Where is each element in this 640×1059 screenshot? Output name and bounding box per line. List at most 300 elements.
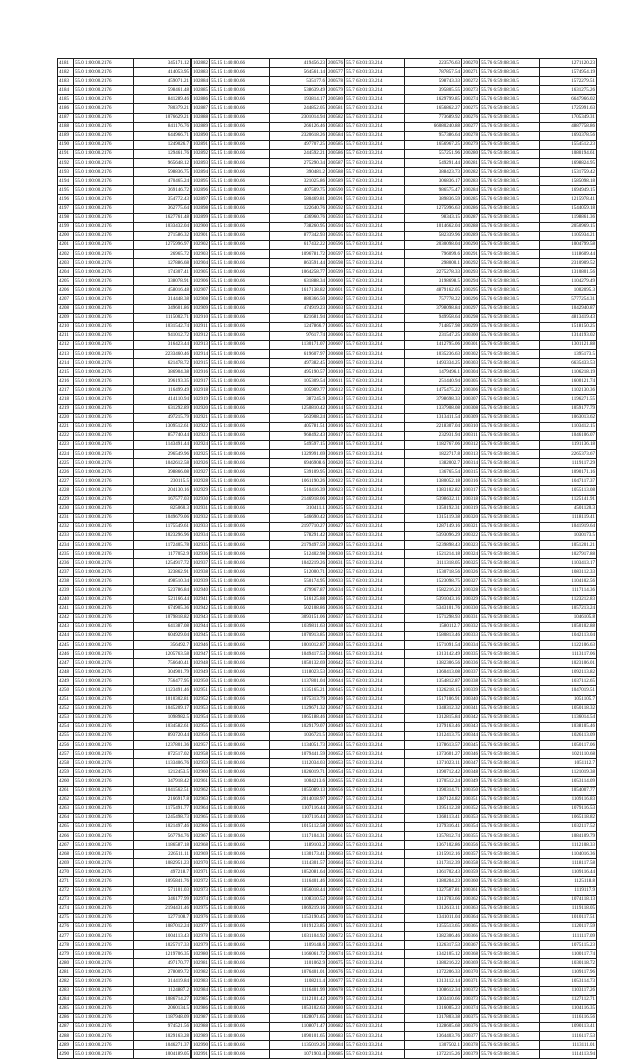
value-cell: 1822717.8	[405, 450, 462, 459]
value-cell: 1123491.46	[134, 686, 191, 695]
table-row	[462, 759, 597, 768]
timestamp-cell: 55.7 63:01:33.214	[345, 759, 405, 768]
value-cell: 1554512.23	[540, 140, 597, 149]
value-cell: 1544059.18	[540, 204, 597, 213]
row-id-cell: 200297	[462, 304, 480, 313]
table-row	[192, 850, 327, 859]
table-row	[192, 750, 327, 759]
row-id-cell: 200336	[462, 659, 480, 668]
row-id-cell: 200325	[462, 559, 480, 568]
row-id-cell: 102983	[192, 977, 210, 986]
table-row	[58, 404, 191, 413]
timestamp-cell: 55.7 63:01:33.214	[345, 986, 405, 995]
value-cell: 563908.24	[270, 413, 327, 422]
timestamp-cell: 55.15 1:40:00.66	[210, 804, 270, 813]
row-id-cell: 102914	[192, 350, 210, 359]
timestamp-cell: 55.76 6:59:08:30.5	[480, 913, 540, 922]
row-id-cell: 4235	[58, 550, 74, 559]
row-id-cell: 200587	[327, 159, 345, 168]
table-row	[192, 950, 327, 959]
value-cell: 674905.36	[134, 604, 191, 613]
table-row	[462, 741, 597, 750]
table-row	[58, 377, 191, 386]
table-row	[462, 886, 597, 895]
timestamp-cell: 55.76 6:59:08:30.5	[480, 468, 540, 477]
table-row	[327, 122, 462, 131]
table-row	[192, 122, 327, 131]
table-row	[58, 140, 191, 149]
timestamp-cell: 55.0 1:00:00.2176	[74, 1041, 134, 1050]
table-row	[192, 577, 327, 586]
row-id-cell: 102963	[192, 795, 210, 804]
table-row	[192, 531, 327, 540]
table-row	[58, 249, 191, 258]
timestamp-cell: 55.15 1:40:00.66	[210, 186, 270, 195]
value-cell: 1121019.38	[540, 768, 597, 777]
value-cell: 1047117.37	[540, 477, 597, 486]
table-row	[192, 249, 327, 258]
timestamp-cell: 55.0 1:00:00.2176	[74, 913, 134, 922]
value-cell: 1341011.04	[405, 913, 462, 922]
timestamp-cell: 55.15 1:40:00.66	[210, 422, 270, 431]
value-cell: 1382002.7	[405, 459, 462, 468]
table-row	[327, 550, 462, 559]
row-id-cell: 102934	[192, 531, 210, 540]
timestamp-cell: 55.15 1:40:00.66	[210, 722, 270, 731]
timestamp-cell: 55.0 1:00:00.2176	[74, 932, 134, 941]
table-row	[462, 904, 597, 913]
table-row	[462, 650, 597, 659]
row-id-cell: 200586	[327, 149, 345, 158]
timestamp-cell: 55.76 6:59:08:30.5	[480, 650, 540, 659]
row-id-cell: 200676	[327, 968, 345, 977]
table-row	[192, 831, 327, 840]
table-row	[192, 186, 327, 195]
row-id-cell: 200327	[462, 577, 480, 586]
timestamp-cell: 55.76 6:59:08:30.5	[480, 722, 540, 731]
timestamp-cell: 55.0 1:00:00.2176	[74, 786, 134, 795]
timestamp-cell: 55.0 1:00:00.2176	[74, 95, 134, 104]
table-row	[327, 995, 462, 1004]
row-id-cell: 102971	[192, 868, 210, 877]
value-cell: 1103117.26	[540, 986, 597, 995]
value-cell: 1129671.32	[270, 704, 327, 713]
table-row	[462, 977, 597, 986]
timestamp-cell: 55.7 63:01:33.214	[345, 468, 405, 477]
table-row	[192, 731, 327, 740]
row-id-cell: 102895	[192, 177, 210, 186]
table-row	[58, 822, 191, 831]
row-id-cell: 200346	[462, 750, 480, 759]
row-id-cell: 4243	[58, 622, 74, 631]
table-row	[192, 486, 327, 495]
row-id-cell: 102919	[192, 395, 210, 404]
row-id-cell: 102912	[192, 331, 210, 340]
row-id-cell: 4197	[58, 204, 74, 213]
timestamp-cell: 55.15 1:40:00.66	[210, 286, 270, 295]
table-row	[327, 504, 462, 513]
table-row	[192, 622, 327, 631]
row-id-cell: 200600	[327, 277, 345, 286]
timestamp-cell: 55.76 6:59:08:30.5	[480, 831, 540, 840]
table-row	[58, 159, 191, 168]
table-row	[462, 604, 597, 613]
table-row	[192, 95, 327, 104]
table-row	[192, 204, 327, 213]
value-cell: 1004189.05	[134, 1050, 191, 1059]
table-row	[462, 577, 597, 586]
table-row	[327, 168, 462, 177]
row-id-cell: 4283	[58, 986, 74, 995]
timestamp-cell: 55.7 63:01:33.214	[345, 822, 405, 831]
timestamp-cell: 55.15 1:40:00.66	[210, 659, 270, 668]
timestamp-cell: 55.15 1:40:00.66	[210, 568, 270, 577]
timestamp-cell: 55.0 1:00:00.2176	[74, 850, 134, 859]
value-cell: 2060134.5	[134, 1004, 191, 1013]
timestamp-cell: 55.76 6:59:08:30.5	[480, 713, 540, 722]
table-row	[327, 850, 462, 859]
timestamp-cell: 55.15 1:40:00.66	[210, 277, 270, 286]
timestamp-cell: 55.76 6:59:08:30.5	[480, 122, 540, 131]
value-cell: 2050969.15	[540, 222, 597, 231]
row-id-cell: 4182	[58, 68, 74, 77]
timestamp-cell: 55.15 1:40:00.66	[210, 886, 270, 895]
table-row	[327, 340, 462, 349]
value-cell: 1019123.85	[270, 922, 327, 931]
timestamp-cell: 55.76 6:59:08:30.5	[480, 622, 540, 631]
timestamp-cell: 55.0 1:00:00.2176	[74, 422, 134, 431]
table-row	[58, 486, 191, 495]
table-row	[192, 550, 327, 559]
table-row	[327, 659, 462, 668]
table-row	[462, 768, 597, 777]
value-cell: 226511.11	[134, 850, 191, 859]
row-id-cell: 4207	[58, 295, 74, 304]
row-id-cell: 200625	[327, 504, 345, 513]
table-row	[192, 613, 327, 622]
value-cell: 1130171.07	[270, 340, 327, 349]
row-id-cell: 200589	[327, 177, 345, 186]
value-cell: 1119117.29	[540, 459, 597, 468]
timestamp-cell: 55.0 1:00:00.2176	[74, 650, 134, 659]
table-row	[462, 86, 597, 95]
timestamp-cell: 55.7 63:01:33.214	[345, 331, 405, 340]
row-id-cell: 200670	[327, 913, 345, 922]
timestamp-cell: 55.0 1:00:00.2176	[74, 459, 134, 468]
timestamp-cell: 55.76 6:59:08:30.5	[480, 813, 540, 822]
row-id-cell: 200379	[462, 1050, 480, 1059]
value-cell: 1053114.09	[540, 777, 597, 786]
timestamp-cell: 55.15 1:40:00.66	[210, 531, 270, 540]
timestamp-cell: 55.7 63:01:33.214	[345, 650, 405, 659]
table-row	[327, 559, 462, 568]
value-cell: 825060.3	[134, 504, 191, 513]
table-row	[327, 386, 462, 395]
row-id-cell: 102918	[192, 386, 210, 395]
timestamp-cell: 55.7 63:01:33.214	[345, 995, 405, 1004]
table-row	[192, 340, 327, 349]
row-id-cell: 200616	[327, 422, 345, 431]
table-row	[327, 1022, 462, 1031]
row-id-cell: 4268	[58, 850, 74, 859]
timestamp-cell: 55.15 1:40:00.66	[210, 968, 270, 977]
value-cell: 1115002.71	[134, 313, 191, 322]
row-id-cell: 102923	[192, 431, 210, 440]
timestamp-cell: 55.76 6:59:08:30.5	[480, 140, 540, 149]
value-cell: 1118609.44	[540, 249, 597, 258]
timestamp-cell: 55.15 1:40:00.66	[210, 904, 270, 913]
timestamp-cell: 55.15 1:40:00.66	[210, 977, 270, 986]
timestamp-cell: 55.15 1:40:00.66	[210, 831, 270, 840]
row-id-cell: 200582	[327, 113, 345, 122]
table-row	[58, 959, 191, 968]
row-id-cell: 102980	[192, 950, 210, 959]
timestamp-cell: 55.0 1:00:00.2176	[74, 768, 134, 777]
table-row	[327, 213, 462, 222]
timestamp-cell: 55.0 1:00:00.2176	[74, 440, 134, 449]
value-cell: 1518150.25	[540, 322, 597, 331]
value-cell: 1004113.43	[134, 932, 191, 941]
table-row	[327, 1050, 462, 1059]
timestamp-cell: 55.0 1:00:00.2176	[74, 368, 134, 377]
timestamp-cell: 55.76 6:59:08:30.5	[480, 750, 540, 759]
row-id-cell: 200668	[327, 895, 345, 904]
table-row	[192, 913, 327, 922]
timestamp-cell: 55.7 63:01:33.214	[345, 831, 405, 840]
timestamp-cell: 55.7 63:01:33.214	[345, 641, 405, 650]
table-row	[58, 868, 191, 877]
timestamp-cell: 55.7 63:01:33.214	[345, 631, 405, 640]
row-id-cell: 4203	[58, 259, 74, 268]
timestamp-cell: 55.0 1:00:00.2176	[74, 495, 134, 504]
table-row	[462, 140, 597, 149]
value-cell: 1123212.83	[540, 595, 597, 604]
timestamp-cell: 55.7 63:01:33.214	[345, 395, 405, 404]
timestamp-cell: 55.15 1:40:00.66	[210, 686, 270, 695]
timestamp-cell: 55.15 1:40:00.66	[210, 131, 270, 140]
timestamp-cell: 55.76 6:59:08:30.5	[480, 631, 540, 640]
row-id-cell: 4262	[58, 795, 74, 804]
table-row	[58, 595, 191, 604]
row-id-cell: 102970	[192, 859, 210, 868]
table-row	[192, 450, 327, 459]
table-row	[192, 686, 327, 695]
timestamp-cell: 55.76 6:59:08:30.5	[480, 86, 540, 95]
timestamp-cell: 55.0 1:00:00.2176	[74, 213, 134, 222]
row-id-cell: 200585	[327, 140, 345, 149]
timestamp-cell: 55.76 6:59:08:30.5	[480, 768, 540, 777]
value-cell: 512000.71	[270, 568, 327, 577]
value-cell: 231547.25	[405, 331, 462, 340]
timestamp-cell: 55.76 6:59:08:30.5	[480, 477, 540, 486]
row-id-cell: 4257	[58, 750, 74, 759]
timestamp-cell: 55.0 1:00:00.2176	[74, 122, 134, 131]
value-cell: 6635433.53	[540, 359, 597, 368]
table-row	[327, 750, 462, 759]
table-row	[327, 331, 462, 340]
value-cell: 1050117.06	[540, 741, 597, 750]
value-cell: 780379.21	[134, 104, 191, 113]
data-table-block-1	[57, 58, 191, 1059]
row-id-cell: 102985	[192, 995, 210, 1004]
timestamp-cell: 55.15 1:40:00.66	[210, 650, 270, 659]
timestamp-cell: 55.76 6:59:08:30.5	[480, 795, 540, 804]
row-id-cell: 200271	[462, 68, 480, 77]
row-id-cell: 200333	[462, 631, 480, 640]
row-id-cell: 200275	[462, 104, 480, 113]
value-cell: 1122106.63	[540, 641, 597, 650]
row-id-cell: 200273	[462, 86, 480, 95]
value-cell: 204130.16	[134, 486, 191, 495]
value-cell: 571101.03	[134, 886, 191, 895]
table-row	[192, 77, 327, 86]
row-id-cell: 200655	[327, 777, 345, 786]
timestamp-cell: 55.15 1:40:00.66	[210, 295, 270, 304]
row-id-cell: 200339	[462, 686, 480, 695]
timestamp-cell: 55.7 63:01:33.214	[345, 977, 405, 986]
row-id-cell: 200343	[462, 722, 480, 731]
timestamp-cell: 55.76 6:59:08:30.5	[480, 186, 540, 195]
row-id-cell: 4222	[58, 431, 74, 440]
timestamp-cell: 55.76 6:59:08:30.5	[480, 559, 540, 568]
table-row	[462, 440, 597, 449]
table-row	[192, 822, 327, 831]
table-row	[192, 895, 327, 904]
row-id-cell: 200312	[462, 440, 480, 449]
table-row	[327, 777, 462, 786]
timestamp-cell: 55.15 1:40:00.66	[210, 431, 270, 440]
table-row	[58, 95, 191, 104]
table-row	[462, 295, 597, 304]
timestamp-cell: 55.76 6:59:08:30.5	[480, 668, 540, 677]
row-id-cell: 200598	[327, 259, 345, 268]
table-row	[58, 941, 191, 950]
table-row	[327, 68, 462, 77]
value-cell: 1725991.63	[540, 104, 597, 113]
table-row	[58, 704, 191, 713]
row-id-cell: 200595	[327, 231, 345, 240]
row-id-cell: 102905	[192, 268, 210, 277]
timestamp-cell: 55.0 1:00:00.2176	[74, 677, 134, 686]
value-cell: 1354812.87	[405, 677, 462, 686]
value-cell: 5398632.11	[405, 495, 462, 504]
row-id-cell: 200639	[327, 631, 345, 640]
value-cell: 1112034.03	[270, 759, 327, 768]
timestamp-cell: 55.7 63:01:33.214	[345, 59, 405, 68]
timestamp-cell: 55.76 6:59:08:30.5	[480, 877, 540, 886]
value-cell: 1029179.07	[270, 722, 327, 731]
row-id-cell: 102892	[192, 149, 210, 158]
row-id-cell: 102964	[192, 804, 210, 813]
row-id-cell: 200636	[327, 604, 345, 613]
value-cell: 567794.76	[134, 831, 191, 840]
table-row	[58, 395, 191, 404]
row-id-cell: 4271	[58, 877, 74, 886]
value-cell: 362775.64	[134, 204, 191, 213]
table-row	[462, 186, 597, 195]
row-id-cell: 4205	[58, 277, 74, 286]
value-cell: 1531759.42	[540, 168, 597, 177]
value-cell: 1051201.21	[540, 540, 597, 549]
row-id-cell: 102937	[192, 559, 210, 568]
value-cell: 549291.44	[405, 159, 462, 168]
table-row	[192, 59, 327, 68]
row-id-cell: 200684	[327, 1041, 345, 1050]
row-id-cell: 200628	[327, 531, 345, 540]
table-row	[58, 459, 191, 468]
row-id-cell: 200370	[462, 968, 480, 977]
value-cell: 497382.45	[270, 359, 327, 368]
timestamp-cell: 55.76 6:59:08:30.5	[480, 704, 540, 713]
value-cell: 1108310.52	[270, 895, 327, 904]
value-cell: 521166.44	[134, 595, 191, 604]
table-row	[327, 368, 462, 377]
timestamp-cell: 55.7 63:01:33.214	[345, 777, 405, 786]
value-cell: 631292.89	[134, 404, 191, 413]
timestamp-cell: 55.7 63:01:33.214	[345, 586, 405, 595]
row-id-cell: 4273	[58, 895, 74, 904]
table-row	[462, 513, 597, 522]
row-id-cell: 200663	[327, 850, 345, 859]
row-id-cell: 200605	[327, 322, 345, 331]
timestamp-cell: 55.7 63:01:33.214	[345, 722, 405, 731]
row-id-cell: 4185	[58, 95, 74, 104]
table-row	[192, 968, 327, 977]
table-row	[192, 704, 327, 713]
row-id-cell: 4239	[58, 586, 74, 595]
row-id-cell: 102989	[192, 1032, 210, 1041]
row-id-cell: 200295	[462, 286, 480, 295]
timestamp-cell: 55.0 1:00:00.2176	[74, 513, 134, 522]
row-id-cell: 200591	[327, 195, 345, 204]
table-row	[462, 950, 597, 959]
table-row	[58, 131, 191, 140]
row-id-cell: 102976	[192, 913, 210, 922]
table-row	[327, 195, 462, 204]
row-id-cell: 200632	[327, 568, 345, 577]
row-id-cell: 4227	[58, 477, 74, 486]
table-row	[58, 613, 191, 622]
value-cell: 1103413.17	[540, 559, 597, 568]
value-cell: 1102130.36	[540, 386, 597, 395]
timestamp-cell: 55.76 6:59:08:30.5	[480, 304, 540, 313]
table-row	[327, 704, 462, 713]
timestamp-cell: 55.76 6:59:08:30.5	[480, 204, 540, 213]
table-row	[327, 859, 462, 868]
row-id-cell: 102897	[192, 195, 210, 204]
timestamp-cell: 55.15 1:40:00.66	[210, 322, 270, 331]
value-cell: 1382306.56	[405, 659, 462, 668]
timestamp-cell: 55.0 1:00:00.2176	[74, 804, 134, 813]
value-cell: 1050102.88	[540, 622, 597, 631]
table-row	[462, 313, 597, 322]
table-row	[462, 304, 597, 313]
value-cell: 1705349.31	[540, 113, 597, 122]
row-id-cell: 4234	[58, 540, 74, 549]
value-cell: 1031542.74	[134, 322, 191, 331]
row-id-cell: 200373	[462, 995, 480, 1004]
value-cell: 1116401.46	[270, 877, 327, 886]
data-table-block-4	[461, 58, 597, 1059]
row-id-cell: 102904	[192, 259, 210, 268]
timestamp-cell: 55.15 1:40:00.66	[210, 204, 270, 213]
table-row	[327, 404, 462, 413]
table-row	[462, 822, 597, 831]
value-cell: 1313142.49	[405, 650, 462, 659]
value-cell: 619607.97	[270, 350, 327, 359]
value-cell: 1051112.7	[540, 759, 597, 768]
row-id-cell: 200604	[327, 313, 345, 322]
